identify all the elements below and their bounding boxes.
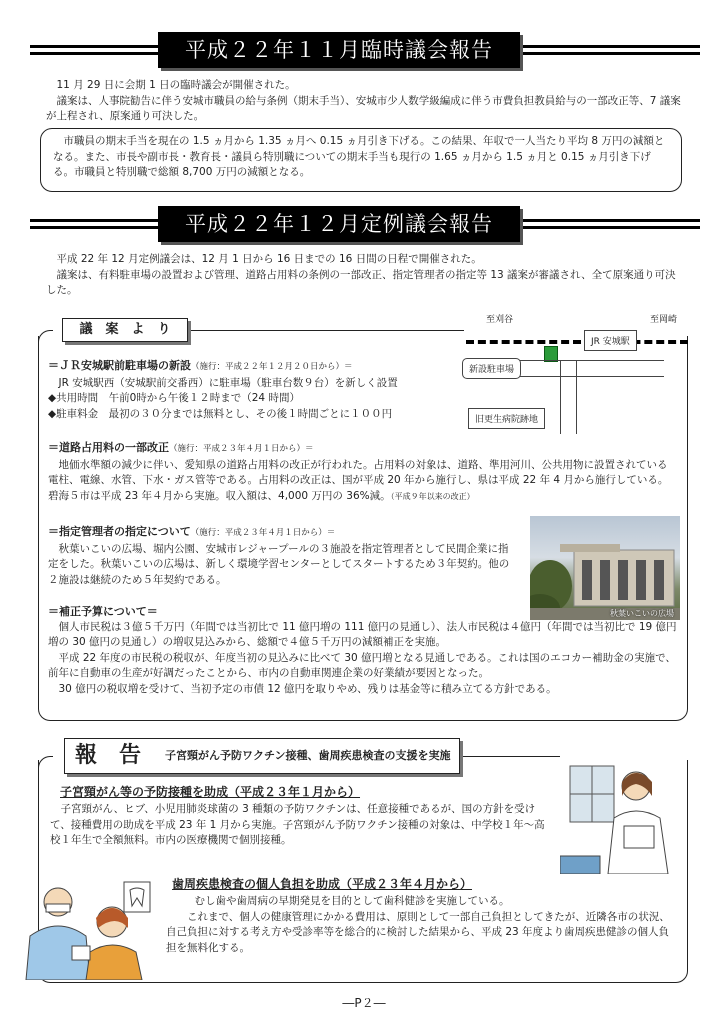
designated-section <box>48 524 518 588</box>
report-tag-label: 報 告 <box>75 743 142 768</box>
budget-heading: ＝補正予算について＝ <box>48 605 158 618</box>
nov-intro-1: 11 月 29 日に会期 1 日の臨時議会が開催された。 <box>56 79 296 91</box>
dental-section <box>166 874 676 956</box>
map-old-hospital: 旧更生病院跡地 <box>468 408 545 429</box>
dec-banner <box>30 206 700 246</box>
cervical-text: 子宮頸がん、ヒブ、小児用肺炎球菌の 3 種類の予防ワクチンは、任意接種であるが、国の方針を受けて、接種費用の助成を平成 23 年 1 月から実施。子宮頸がん予防ワクチン接種の対象は、中学校１年〜高校１年生で全額無料。市内の医療機関で個別接種。 <box>50 803 545 846</box>
map-station: JR 安城駅 <box>584 330 637 351</box>
map-label-kariya: 至刈谷 <box>486 315 514 325</box>
doctor-illustration <box>560 756 680 874</box>
nov-title: 平成２２年１１月臨時議会報告 <box>158 32 520 68</box>
parking-line-1: JR 安城駅西（安城駅前交番西）に駐車場（駐車台数９台）を新しく設置 <box>58 376 398 389</box>
dec-intro <box>46 252 686 299</box>
dental-heading: 歯周疾患検査の個人負担を助成（平成２３年４月から） <box>172 877 473 891</box>
budget-para-1: 個人市民税は３億５千万円（年間では当初比で 11 億円増の 111 億円の見通し）、法人市民税は４億円（年間では当初比で 19 億円増の 30 億円の見通し）の増収見込みから、総額で４億５千万円の減額補正を実施。 <box>48 620 677 648</box>
map-label-okazaki: 至岡崎 <box>650 315 678 325</box>
cervical-section <box>50 782 550 849</box>
nov-summary-box <box>40 128 682 192</box>
designated-text: 秋葉いこいの広場、堀内公園、安城市レジャープールの３施設を指定管理者として民間企業に指定をした。秋葉いこいの広場は、新しく環境学習センターとしてスタートするため３年契約。他の２施設は継続のため５年契約である。 <box>48 542 510 586</box>
dental-para-2: これまで、個人の健康管理にかかる費用は、原則として一部自己負担としてきたが、近隣各市の状況、自己負担に対する考え方や受診率等を総合的に検討した結果から、平成 23 年度より歯周疾患健診の個人負担を無料化する。 <box>166 910 670 954</box>
railway-line <box>466 340 688 344</box>
cervical-heading: 子宮頸がん等の予防接種を助成（平成２３年１月から） <box>60 785 361 799</box>
road-heading: ＝道路占用料の一部改正 <box>48 441 169 454</box>
parking-line-2: ◆共用時間 午前0時から午後１２時まで（24 時間） <box>48 392 300 404</box>
station-map <box>460 312 690 434</box>
report-subtitle: 子宮頸がん予防ワクチン接種、歯周疾患検査の支援を実施 <box>165 749 451 762</box>
dec-title: 平成２２年１２月定例議会報告 <box>158 206 520 242</box>
dec-intro-2: 議案は、有料駐車場の設置および管理、道路占用料の条例の一部改正、指定管理者の指定等 13 議案が審議され、全て原案通り可決した。 <box>46 268 676 296</box>
parking-section <box>48 358 468 422</box>
road-text: 地価水準額の減少に伴い、愛知県の道路占用料の改正が行われた。占用料の対象は、道路、準用河川、公共用物に設置されている電柱、電線、水管、下水・ガス管等である。占用料の改正は、国が平成 20 年から施行し、県は平成 22 年 4 月から施行している。碧海５市は平成 23 年４月から実施。収入額は、4,000 万円の 36%減。 <box>48 458 669 502</box>
dec-intro-1: 平成 22 年 12 月定例議会は、12 月 1 日から 16 日までの 16 日間の日程で開催された。 <box>56 253 482 265</box>
budget-para-3: 30 億円の税収増を受けて、当初予定の市債 12 億円を取りやめ、残りは基金等に積み立てる方針である。 <box>58 682 557 695</box>
budget-section <box>48 604 678 697</box>
parking-note: （施行：平成２２年１２月２０日から）＝ <box>191 362 353 372</box>
gian-tag: 議 案 よ り <box>62 318 188 342</box>
budget-para-2: 平成 22 年度の市民税の税収が、年度当初の見込みに比べて 30 億円増となる見通しである。これは国のエコカー補助金の実施で、前年に自動車の生産が好調だったことから、市内の自動車関連企業の好業績が要因となった。 <box>48 651 676 679</box>
page-number: ―P２― <box>342 996 386 1010</box>
parking-heading: ＝ＪＲ安城駅前駐車場の新設 <box>48 359 191 372</box>
dental-para-1: むし歯や歯周病の早期発見を目的として歯科健診を実施している。 <box>194 895 510 907</box>
map-new-parking: 新設駐車場 <box>462 358 521 379</box>
parking-line-3: ◆駐車料金 最初の３０分までは無料とし、その後１時間ごとに１００円 <box>48 407 393 420</box>
nov-summary-text: 市職員の期末手当を現在の 1.5 ヵ月から 1.35 ヵ月へ 0.15 ヵ月引き下げる。この結果、年収で一人当たり平均 8 万円の減額となる。また、市長や副市長・教育長・議員ら特別職についての期末手当も現行の 1.65 ヵ月から 1.5 ヵ月と 0.15 ヵ月引き下げる。市職員と特別職で総額 8,700 万円の減額となる。 <box>53 135 665 178</box>
road-section <box>48 440 676 504</box>
road-note: （施行：平成２３年４月１日から）＝ <box>169 444 314 454</box>
report-tag <box>64 738 460 774</box>
nov-intro <box>46 78 686 125</box>
dentist-illustration <box>20 876 170 980</box>
road-small: （平成９年以来の改正） <box>390 491 475 501</box>
designated-note: （施行：平成２３年４月１日から）＝ <box>190 528 336 538</box>
photo-caption: 秋葉いこいの広場 <box>610 609 674 618</box>
nov-intro-2: 議案は、人事院勧告に伴う安城市職員の給与条例（期末手当）、安城市少人数学級編成に伴う市費負担教員給与の一部改正等、7 議案が上程され、原案通り可決した。 <box>46 94 681 122</box>
nov-banner <box>30 32 700 72</box>
designated-heading: ＝指定管理者の指定について <box>48 525 191 538</box>
